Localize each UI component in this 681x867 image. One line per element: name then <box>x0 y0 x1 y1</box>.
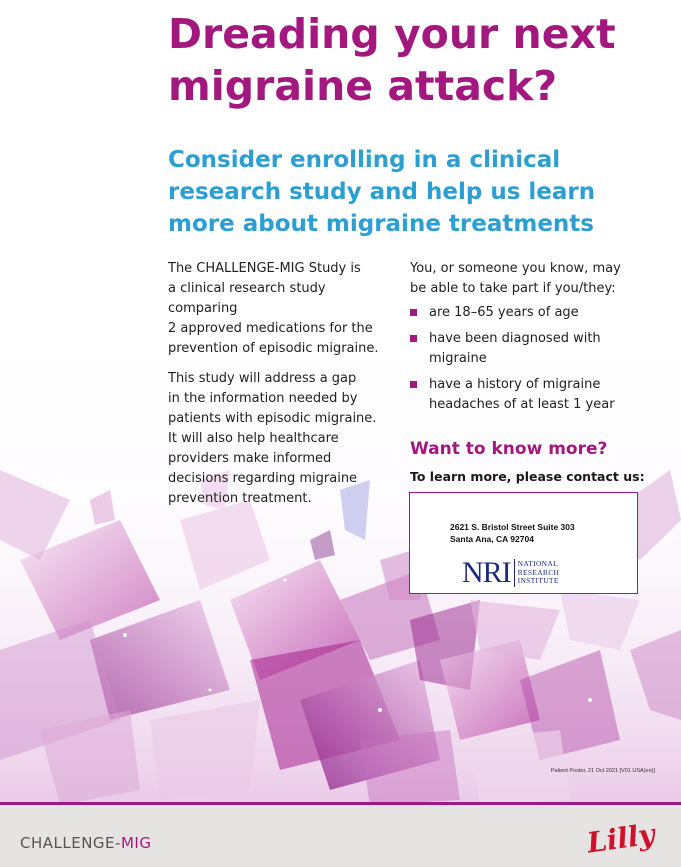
site-address <box>450 521 575 545</box>
study-name-suffix: MIG <box>120 834 152 852</box>
subheadline-line: Consider enrolling in a clinical <box>168 147 561 173</box>
lilly-logo: Lilly <box>585 817 657 860</box>
square-bullet-icon <box>410 381 417 388</box>
nri-logo-words <box>518 560 560 586</box>
paragraph-line: providers make informed <box>168 451 332 466</box>
study-intro-paragraph <box>168 259 398 359</box>
headline-line: Dreading your next <box>168 10 616 58</box>
logo-word: RESEARCH <box>517 567 560 577</box>
study-name-logo <box>20 833 151 853</box>
paragraph-line: a clinical research study comparing <box>168 281 326 316</box>
headline <box>168 8 668 112</box>
want-to-know-more-heading: Want to know more? <box>410 439 608 459</box>
list-item <box>410 329 650 369</box>
nri-logo <box>462 557 559 589</box>
address-line: Santa Ana, CA 92704 <box>450 534 534 544</box>
contact-label: To learn more, please contact us: <box>410 469 645 484</box>
list-item <box>410 375 650 415</box>
paragraph-line: prevention treatment. <box>168 491 312 506</box>
address-line: 2621 S. Bristol Street Suite 303 <box>450 522 575 532</box>
eligibility-intro: be able to take part if you/they: <box>410 281 616 296</box>
study-purpose-paragraph <box>168 369 398 509</box>
subheadline <box>168 144 668 240</box>
criterion-text: headaches of at least 1 year <box>429 397 615 412</box>
subheadline-line: more about migraine treatments <box>168 211 594 237</box>
logo-word: INSTITUTE <box>517 576 559 586</box>
logo-word: NATIONAL <box>517 559 558 569</box>
paragraph-line: decisions regarding migraine <box>168 471 358 486</box>
square-bullet-icon <box>410 309 417 316</box>
paragraph-line: 2 approved medications for the <box>168 321 373 336</box>
contact-box <box>409 492 638 594</box>
paragraph-line: prevention of episodic migraine. <box>168 341 379 356</box>
study-name-prefix: CHALLENGE- <box>20 834 121 852</box>
poster-reference: Patient Poster, 21 Oct 2021 [V01 USA(en)] <box>550 768 655 774</box>
paragraph-line: It will also help healthcare <box>168 431 339 446</box>
criterion-text: have a history of migraine <box>429 377 601 392</box>
paragraph-line: The CHALLENGE-MIG Study is <box>168 261 361 276</box>
criterion-text: migraine <box>429 351 487 366</box>
headline-line: migraine attack? <box>168 62 558 110</box>
criterion-text: are 18–65 years of age <box>429 305 579 320</box>
square-bullet-icon <box>410 335 417 342</box>
logo-divider <box>514 559 515 587</box>
paragraph-line: patients with episodic migraine. <box>168 411 377 426</box>
subheadline-line: research study and help us learn <box>168 179 596 205</box>
footer-bar <box>0 805 681 867</box>
eligibility-list <box>410 303 650 415</box>
study-description <box>168 259 398 519</box>
criterion-text: have been diagnosed with <box>429 331 601 346</box>
list-item <box>410 303 650 323</box>
paragraph-line: This study will address a gap <box>168 371 357 386</box>
eligibility-intro: You, or someone you know, may <box>410 261 621 276</box>
eligibility-section <box>410 259 650 421</box>
nri-logo-mark: NRI <box>462 556 511 589</box>
paragraph-line: in the information needed by <box>168 391 358 406</box>
